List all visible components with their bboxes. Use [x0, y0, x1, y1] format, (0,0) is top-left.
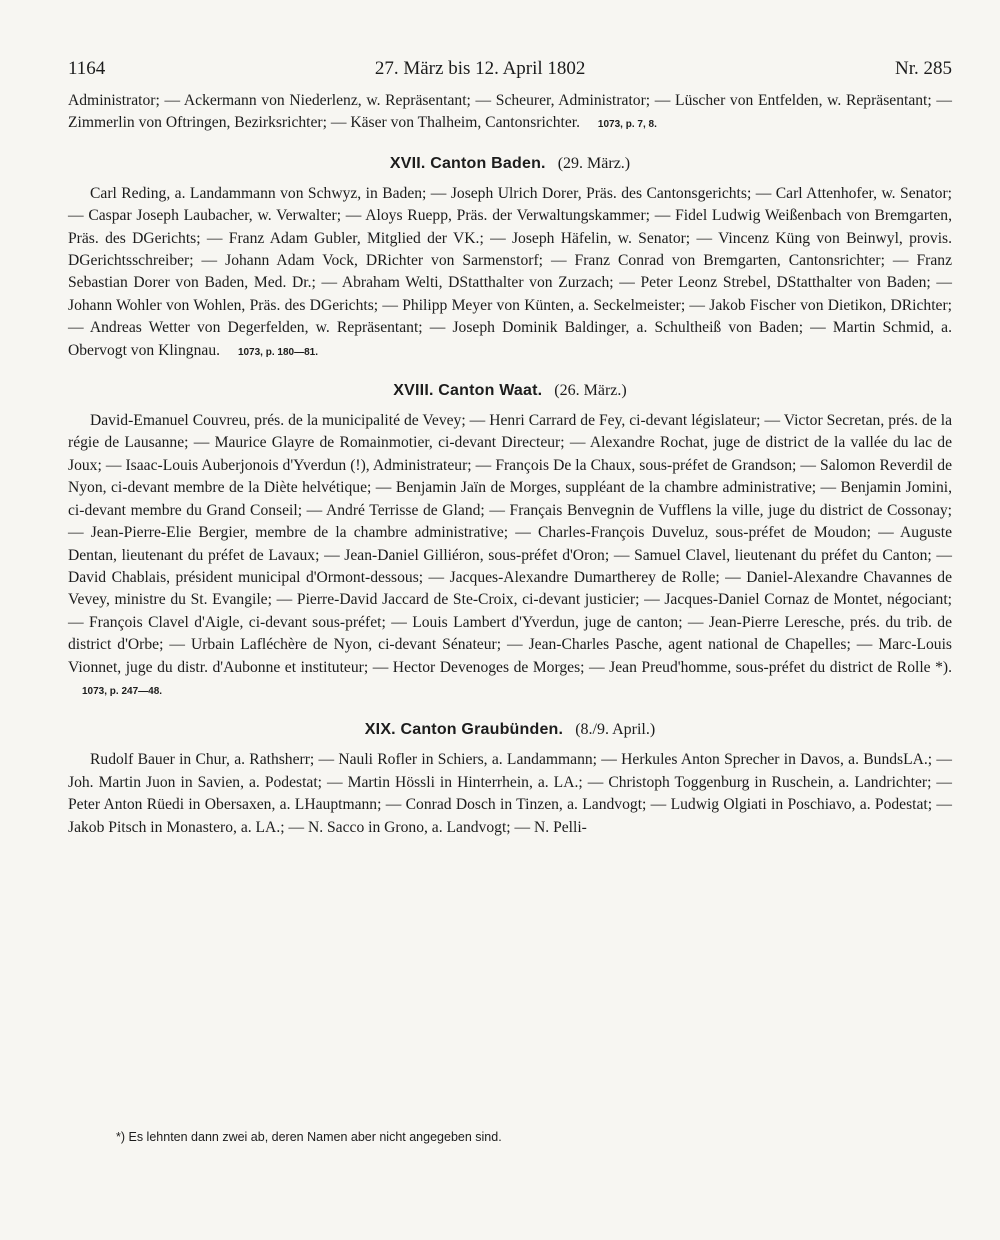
date-range: 27. März bis 12. April 1802 — [374, 58, 586, 79]
section-text: Carl Reding, a. Landammann von Schwyz, in Baden; — Joseph Ulrich Dorer, Präs. des Cantonsgerichts; — Carl Attenhofer, w. Senator; — Caspar Joseph Laubacher, w. Verwalter; — Aloys Ruepp, Präs. der Verwaltungskammer; — Fidel Ludwig Weißenbach von Bremgarten, Präs. des DGerichts; — Franz Adam Gubler, Mitglied der VK.; — Joseph Häfelin, w. Senator; — Vincenz Küng von Beinwyl, provis. DGerichtsschreiber; — Johann Adam Vock, DRichter von Sarmenstorf; — Franz Conrad von Bremgarten, Cantonsrichter; — Franz Sebastian Dorer von Baden, Med. Dr.; — Abraham Welti, DStatthalter von Zurzach; — Peter Leonz Strebel, DStatthalter von Baden; — Johann Wohler von Wohlen, Präs. des DGerichts; — Philipp Meyer von Künten, a. Seckelmeister; — Jakob Fischer von Dietikon, DRichter; — Andreas Wetter von Degerfelden, w. Repräsentant; — Joseph Dominik Baldinger, a. Schultheiß von Baden; — Martin Schmid, a. Obervogt von Klingnau. — [68, 184, 952, 359]
section-text: David-Emanuel Couvreu, prés. de la municipalité de Vevey; — Henri Carrard de Fey, ci-devant législateur; — Victor Secretan, prés. de la régie de Lausanne; — Maurice Glayre de Romainmotier, ci-devant Directeur; — Alexandre Rochat, juge de district de la vallée du lac de Joux; — Isaac-Louis Auberjonois d'Yverdun (!), Administrateur; — François De la Chaux, sous-préfet de Grandson; — Salomon Reverdil de Nyon, ci-devant membre de la Diète helvétique; — Benjamin Jaïn de Morges, suppléant de la chambre administrative; — Benjamin Jomini, ci-devant membre du Grand Conseil; — André Terrisse de Gland; — Français Benvegnin de Vufflens la ville, juge du district de Cossonay; — Jean-Pierre-Elie Bergier, membre de la chambre administrative; — Charles-François Duveluz, sous-préfet de Moudon; — Auguste Dentan, lieutenant du préfet de Lavaux; — Jean-Daniel Gilliéron, sous-préfet d'Oron; — Samuel Clavel, lieutenant du préfet du Canton; — David Chablais, président municipal d'Ormont-dessous; — Jacques-Alexandre Dumartherey de Rolle; — Daniel-Alexandre Chavannes de Vevey, ministre du St. Evangile; — Pierre-David Jaccard de Ste-Croix, ci-devant justicier; — Jacques-Daniel Cornaz de Montet, négociant; — François Clavel d'Aigle, ci-devant sous-préfet; — Louis Lambert d'Yverdun, juge de canton; — Jean-Pierre Leresche, prés. du trib. de district d'Orbe; — Urbain Lafléchère de Nyon, ci-devant Sénateur; — Jean-Charles Pasche, agent national de Chapelles; — Marc-Louis Vionnet, juge du distr. d'Aubonne et instituteur; — Hector Devenoges de Morges; — Jean Preud'homme, sous-préfet du district de Rolle *). — [68, 412, 952, 676]
section-heading-waat — [68, 382, 952, 400]
section-title: XIX. Canton Graubünden. — [364, 721, 564, 739]
section-heading-baden — [68, 155, 952, 173]
section-body-graubuenden — [68, 749, 952, 839]
intro-paragraph — [68, 90, 952, 137]
section-text: Rudolf Bauer in Chur, a. Rathsherr; — Nauli Rofler in Schiers, a. Landammann; — Herkules Anton Sprecher in Davos, a. BundsLA.; — Joh. Martin Juon in Savien, a. Podestat; — Martin Hössli in Hinterrhein, a. LA.; — Christoph Toggenburg in Ruschein, a. Landrichter; — Peter Anton Rüedi in Obersaxen, a. LHauptmann; — Conrad Dosch in Tinzen, a. Landvogt; — Ludwig Olgiati in Poschiavo, a. Podestat; — Jakob Pitsch in Monastero, a. LA.; — N. Sacco in Grono, a. Landvogt; — N. Pelli- — [68, 751, 952, 836]
footnote: *) Es lehnten dann zwei ab, deren Namen aber nicht angegeben sind. — [116, 1130, 502, 1144]
intro-text: Administrator; — Ackermann von Niederlenz, w. Repräsentant; — Scheurer, Administrator; — Lüscher von Entfelden, w. Repräsentant; — Zimmerlin von Oftringen, Bezirksrichter; — Käser von Thalheim, Cantonsrichter. — [68, 92, 952, 132]
page-number: 1164 — [68, 58, 106, 79]
intro-reference: 1073, p. 7, 8. — [597, 119, 657, 131]
section-date: (29. März.) — [557, 154, 631, 172]
section-heading-graubuenden — [68, 721, 952, 739]
section-body-waat — [68, 410, 952, 703]
document-number: Nr. 285 — [895, 58, 952, 79]
section-date: (8./9. April.) — [575, 721, 656, 739]
section-title: XVIII. Canton Waat. — [393, 382, 543, 400]
section-reference: 1073, p. 180—81. — [237, 346, 318, 358]
section-reference: 1073, p. 247—48. — [82, 685, 163, 697]
section-body-baden — [68, 183, 952, 364]
section-date: (26. März.) — [554, 382, 627, 400]
running-head — [68, 58, 952, 80]
section-title: XVII. Canton Baden. — [389, 154, 546, 172]
